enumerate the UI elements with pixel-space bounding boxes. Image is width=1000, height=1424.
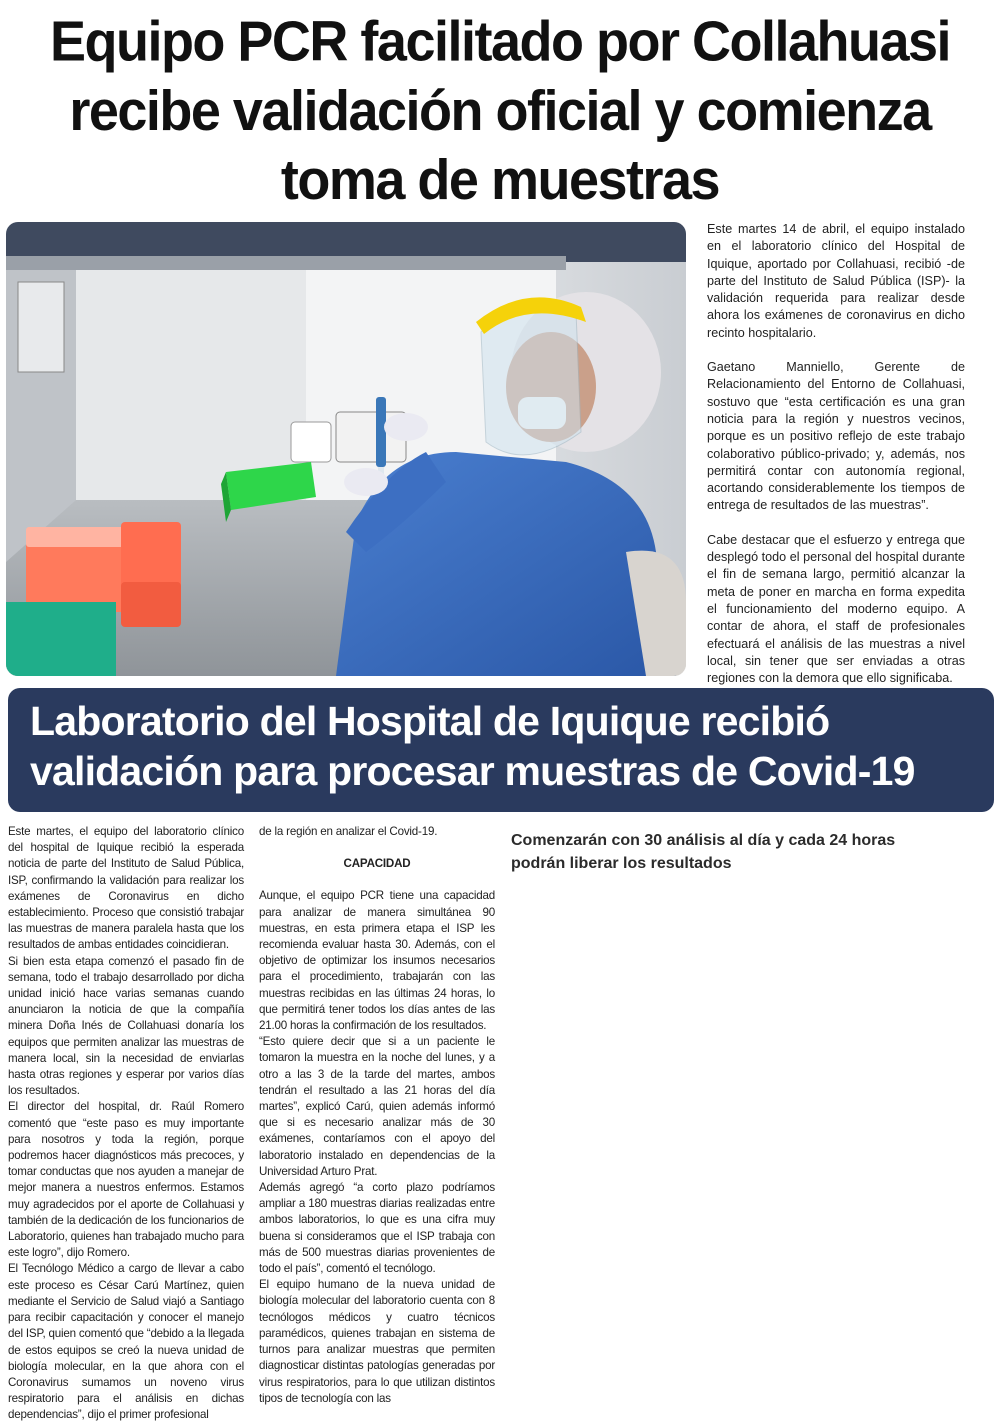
col1-paragraph-1: Este martes, el equipo del laboratorio clínico del hospital de Iquique recibió la esperada noticia de parte del Instituto de Salud Pública, ISP, confirmando la validación para realizar los exámenes de Coronavirus en dicho establecimiento. Proceso que consistió trabajar las muestras de manera paralela hasta que los resultados de ambas entidades coincidieran. xyxy=(8,825,244,952)
side-paragraph-2: Gaetano Manniello, Gerente de Relacionamiento del Entorno de Collahuasi, sostuvo que “esta certificación es una gran noticia para la región y nuestros vecinos, porque es un positivo reflejo de este trabajo colaborativo público-privado; y, además, nos permitirá contar con autonomía regional, acortando considerablemente los tiempos de entrega de resultados de las muestras”. xyxy=(707,360,965,513)
side-article-column xyxy=(707,221,965,704)
section-banner xyxy=(8,688,994,812)
article-column-2 xyxy=(259,824,495,1407)
banner-line-1: Laboratorio del Hospital de Iquique recibió xyxy=(30,698,830,744)
kicker-line-1: Comenzarán con 30 análisis al día y cada 24 horas xyxy=(511,832,896,849)
col1-paragraph-2: Si bien esta etapa comenzó el pasado fin de semana, todo el trabajo desarrollado por dicha unidad inició hace varias semanas cuando anunciaron la noticia de que la compañía minera Doña Inés de Collahuasi donaría los equipos que permiten analizar las muestras de manera local, sin la necesidad de enviarlas hasta otras regiones y esperar por varios días los resultados. xyxy=(8,954,244,1098)
headline-line-1: Equipo PCR facilitado por Collahuasi xyxy=(49,10,951,74)
capacity-subheading: CAPACIDAD xyxy=(343,857,411,871)
headline-line-2: recibe validación oficial y comienza xyxy=(69,79,931,143)
col2-paragraph-2: “Esto quiere decir que si a un paciente le tomaron la muestra en la noche del lunes, y a otro a las 3 de la tarde del martes, ambos tendrán el resultado a las 21 horas del día martes”, explicó Carú, quien además informó que si es necesario analizar más de 30 exámenes, contaríamos con el apoyo del laboratorio instalado en dependencias de la Universidad Arturo Prat. xyxy=(259,1035,495,1178)
kicker-line-2: podrán liberar los resultados xyxy=(511,855,732,872)
main-headline xyxy=(20,7,980,215)
col2-paragraph-3: Además agregó “a corto plazo podríamos ampliar a 180 muestras diarias realizadas entre ambos laboratorios, lo que es una cifra muy buena si consideramos que el ISP trabaja con más de 500 muestras diarias provenientes de todo el país”, comentó el tecnólogo. xyxy=(259,1181,495,1276)
side-paragraph-1: Este martes 14 de abril, el equipo instalado en el laboratorio clínico del Hospital de Iquique, aportado por Collahuasi, recibió -de parte del Instituto de Salud Pública (ISP)- la validación requerida para realizar desde ahora los exámenes de coronavirus en dicho recinto hospitalario. xyxy=(707,222,965,340)
article-column-1 xyxy=(8,824,244,1424)
laboratory-photo xyxy=(6,222,686,676)
laboratory-worker-photo-icon xyxy=(6,222,686,676)
col1-paragraph-3: El director del hospital, dr. Raúl Romero comentó que “este paso es muy importante para nosotros y toda la región, porque podremos hacer diagnósticos más precoces, y tomar conductas que nos ayuden a manejar de mejor manera a nuestros enfermos. Estamos muy agradecidos por el aporte de Collahuasi y también de la dedicación de los funcionarios de Laboratorio, quienes han trabajado mucho para este logro”, dijo Romero. xyxy=(8,1100,244,1260)
side-paragraph-3: Cabe destacar que el esfuerzo y entrega que desplegó todo el personal del hospital durante el fin de semana largo, permitió alcanzar la meta de poner en marcha en forma expedita el funcionamiento del moderno equipo. A contar de ahora, el staff de profesionales efectuará el análisis de las muestras a nivel local, sin tener que ser enviadas a otras regiones con la demora que ello significaba. xyxy=(707,532,965,686)
headline-line-3: toma de muestras xyxy=(280,148,720,212)
col2-paragraph-4: El equipo humano de la nueva unidad de biología molecular del laboratorio cuenta con 8 tecnólogos médicos y cuatro técnicos paramédicos, quienes trabajan en sistema de turnos para analizar muestras que permiten diagnosticar distintas patologías generadas por virus respiratorios, para lo que utilizan distintos tipos de tecnología con las xyxy=(259,1278,495,1405)
banner-line-2: validación para procesar muestras de Covid-19 xyxy=(30,748,915,794)
col2-paragraph-0: de la región en analizar el Covid-19. xyxy=(259,825,438,838)
kicker-subtitle xyxy=(511,829,951,875)
banner-title xyxy=(30,696,990,796)
col1-paragraph-4: El Tecnólogo Médico a cargo de llevar a cabo este proceso es César Carú Martínez, quien mediante el Servicio de Salud viajó a Santiago para recibir capacitación y conocer el manejo del ISP, quien comentó que “debido a la llegada de estos equipos se creó la nueva unidad de biología molecular, en la que ahora con el Coronavirus sumamos un noveno virus respiratorio para el análisis en dichas dependencias”, dijo el primer profesional xyxy=(8,1262,244,1422)
col2-paragraph-1: Aunque, el equipo PCR tiene una capacidad para analizar de manera simultánea 90 muestras, en esta primera etapa el ISP les recomienda evaluar hasta 30. Además, con el objetivo de optimizar los insumos necesarios para el procedimiento, trabajarán con las muestras recibidas en las últimas 24 horas, lo que permitirá tener todos los días antes de las 21.00 horas la confirmación de los resultados. xyxy=(259,889,495,1033)
